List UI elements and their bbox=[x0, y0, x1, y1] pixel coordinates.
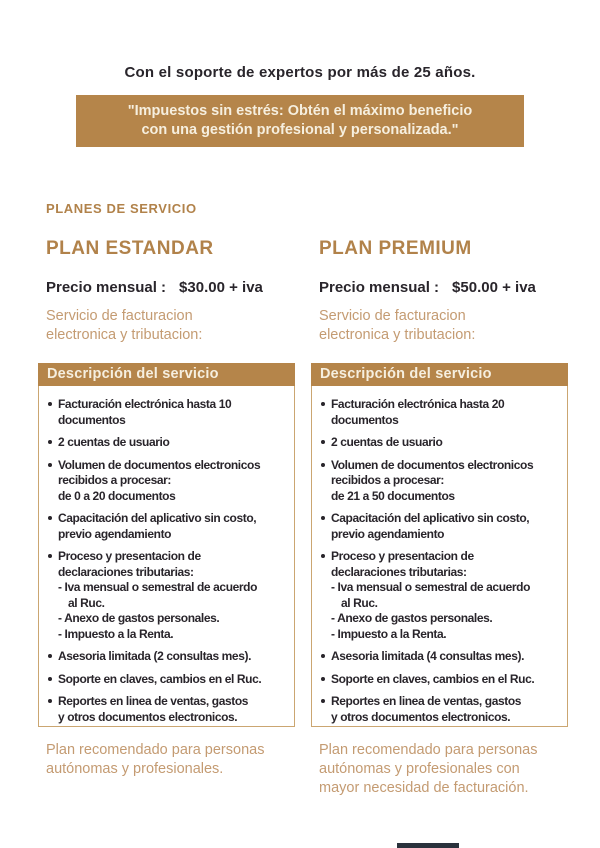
plan-title: PLAN ESTANDAR bbox=[46, 238, 214, 259]
price-label: Precio mensual : bbox=[46, 279, 167, 296]
bullet-icon bbox=[321, 699, 325, 703]
feature-text bbox=[331, 511, 529, 542]
feature-line: Capacitación del aplicativo sin costo, bbox=[58, 511, 257, 525]
feature-line: de 0 a 20 documentos bbox=[58, 488, 176, 503]
feature-line: y otros documentos electronicos. bbox=[331, 709, 511, 724]
price-label: Precio mensual : bbox=[319, 279, 440, 296]
feature-item bbox=[47, 458, 291, 505]
feature-line: al Ruc. bbox=[68, 595, 105, 610]
quote-line-1: "Impuestos sin estrés: Obtén el máximo beneficio bbox=[127, 103, 473, 119]
feature-line: - Impuesto a la Renta. bbox=[58, 626, 174, 641]
feature-line: Volumen de documentos electronicos bbox=[58, 457, 261, 472]
bullet-icon bbox=[48, 699, 52, 703]
plan-subtitle-line: Servicio de facturacion bbox=[319, 308, 466, 324]
bottom-strip bbox=[397, 843, 459, 848]
service-box-header: Descripción del servicio bbox=[38, 363, 295, 386]
feature-line: Asesoria limitada (2 consultas mes). bbox=[58, 649, 252, 663]
feature-text bbox=[58, 397, 231, 428]
recommendation-line: Plan recomendado para personas bbox=[46, 742, 265, 758]
bullet-icon bbox=[321, 516, 325, 520]
feature-line: Asesoria limitada (4 consultas mes). bbox=[331, 649, 525, 663]
plan-column-estandar bbox=[38, 0, 295, 848]
recommendation-line: autónomas y profesionales. bbox=[46, 761, 224, 777]
feature-line: previo agendamiento bbox=[58, 526, 172, 541]
price-value: $30.00 + iva bbox=[179, 279, 263, 296]
feature-line: Reportes en linea de ventas, gastos bbox=[58, 694, 249, 708]
recommendation-line: autónomas y profesionales con bbox=[319, 761, 520, 777]
bullet-icon bbox=[321, 554, 325, 558]
feature-line: y otros documentos electronicos. bbox=[58, 709, 238, 724]
feature-line: recibidos a procesar: bbox=[58, 473, 171, 487]
price-row bbox=[46, 279, 263, 296]
feature-line: Proceso y presentacion de bbox=[331, 549, 474, 563]
feature-line: Soporte en claves, cambios en el Ruc. bbox=[58, 671, 262, 686]
feature-line: - Anexo de gastos personales. bbox=[58, 611, 220, 625]
feature-line: Soporte en claves, cambios en el Ruc. bbox=[331, 671, 535, 686]
feature-line: Reportes en linea de ventas, gastos bbox=[331, 694, 522, 708]
feature-text bbox=[58, 649, 251, 665]
feature-line: 2 cuentas de usuario bbox=[58, 435, 170, 449]
feature-line: Volumen de documentos electronicos bbox=[331, 457, 534, 472]
bullet-icon bbox=[48, 654, 52, 658]
feature-item bbox=[320, 672, 564, 688]
feature-item bbox=[320, 549, 564, 642]
section-title: PLANES DE SERVICIO bbox=[46, 201, 197, 216]
feature-item bbox=[320, 649, 564, 665]
feature-item bbox=[47, 435, 291, 451]
feature-item bbox=[47, 397, 291, 428]
plan-subtitle bbox=[46, 307, 202, 345]
feature-text bbox=[58, 549, 257, 642]
feature-line: - Anexo de gastos personales. bbox=[331, 611, 493, 625]
feature-line: Facturación electrónica hasta 10 bbox=[58, 397, 232, 411]
bullet-icon bbox=[321, 440, 325, 444]
bullet-icon bbox=[48, 402, 52, 406]
feature-item bbox=[47, 511, 291, 542]
feature-text bbox=[331, 694, 521, 725]
feature-text bbox=[58, 435, 169, 451]
feature-item bbox=[320, 694, 564, 725]
feature-line: - Impuesto a la Renta. bbox=[331, 626, 447, 641]
feature-item bbox=[320, 511, 564, 542]
feature-line: al Ruc. bbox=[341, 595, 378, 610]
feature-item bbox=[47, 649, 291, 665]
feature-line: declaraciones tributarias: bbox=[331, 564, 467, 579]
bullet-icon bbox=[321, 463, 325, 467]
bullet-icon bbox=[48, 677, 52, 681]
plan-column-premium bbox=[311, 0, 568, 848]
feature-text bbox=[58, 511, 256, 542]
service-box bbox=[311, 363, 568, 727]
feature-item bbox=[47, 694, 291, 725]
price-value: $50.00 + iva bbox=[452, 279, 536, 296]
bullet-icon bbox=[48, 463, 52, 467]
feature-text bbox=[331, 435, 442, 451]
plan-recommendation bbox=[319, 741, 537, 798]
plan-recommendation bbox=[46, 741, 264, 779]
feature-text bbox=[58, 672, 261, 688]
feature-line: Facturación electrónica hasta 20 bbox=[331, 397, 505, 411]
feature-item bbox=[320, 458, 564, 505]
feature-line: de 21 a 50 documentos bbox=[331, 488, 455, 503]
feature-line: declaraciones tributarias: bbox=[58, 564, 194, 579]
plan-subtitle-line: electronica y tributacion: bbox=[46, 327, 203, 343]
feature-text bbox=[331, 397, 504, 428]
feature-item bbox=[320, 435, 564, 451]
feature-list bbox=[311, 386, 568, 727]
bullet-icon bbox=[321, 654, 325, 658]
feature-item bbox=[47, 672, 291, 688]
feature-line: documentos bbox=[331, 412, 399, 427]
feature-text bbox=[331, 458, 533, 505]
recommendation-line: Plan recomendado para personas bbox=[319, 742, 538, 758]
feature-text bbox=[331, 649, 524, 665]
feature-line: recibidos a procesar: bbox=[331, 473, 444, 487]
feature-text bbox=[331, 672, 534, 688]
feature-text bbox=[58, 458, 260, 505]
recommendation-line: mayor necesidad de facturación. bbox=[319, 780, 529, 796]
plan-title: PLAN PREMIUM bbox=[319, 238, 472, 259]
service-box-header: Descripción del servicio bbox=[311, 363, 568, 386]
plan-subtitle-line: Servicio de facturacion bbox=[46, 308, 193, 324]
feature-line: 2 cuentas de usuario bbox=[331, 435, 443, 449]
bullet-icon bbox=[321, 402, 325, 406]
bullet-icon bbox=[321, 677, 325, 681]
tagline-text: Con el soporte de expertos por más de 25 años. bbox=[124, 64, 476, 81]
feature-line: Proceso y presentacion de bbox=[58, 549, 201, 563]
bullet-icon bbox=[48, 440, 52, 444]
feature-text bbox=[331, 549, 530, 642]
feature-line: documentos bbox=[58, 412, 126, 427]
feature-item bbox=[320, 397, 564, 428]
feature-text bbox=[58, 694, 248, 725]
feature-list bbox=[38, 386, 295, 727]
plan-subtitle-line: electronica y tributacion: bbox=[319, 327, 476, 343]
bullet-icon bbox=[48, 516, 52, 520]
feature-item bbox=[47, 549, 291, 642]
feature-line: - Iva mensual o semestral de acuerdo bbox=[58, 580, 258, 594]
bullet-icon bbox=[48, 554, 52, 558]
price-row bbox=[319, 279, 536, 296]
service-box bbox=[38, 363, 295, 727]
quote-line-2: con una gestión profesional y personalizada." bbox=[141, 122, 459, 138]
plan-subtitle bbox=[319, 307, 475, 345]
feature-line: - Iva mensual o semestral de acuerdo bbox=[331, 580, 531, 594]
feature-line: Capacitación del aplicativo sin costo, bbox=[331, 511, 530, 525]
feature-line: previo agendamiento bbox=[331, 526, 445, 541]
